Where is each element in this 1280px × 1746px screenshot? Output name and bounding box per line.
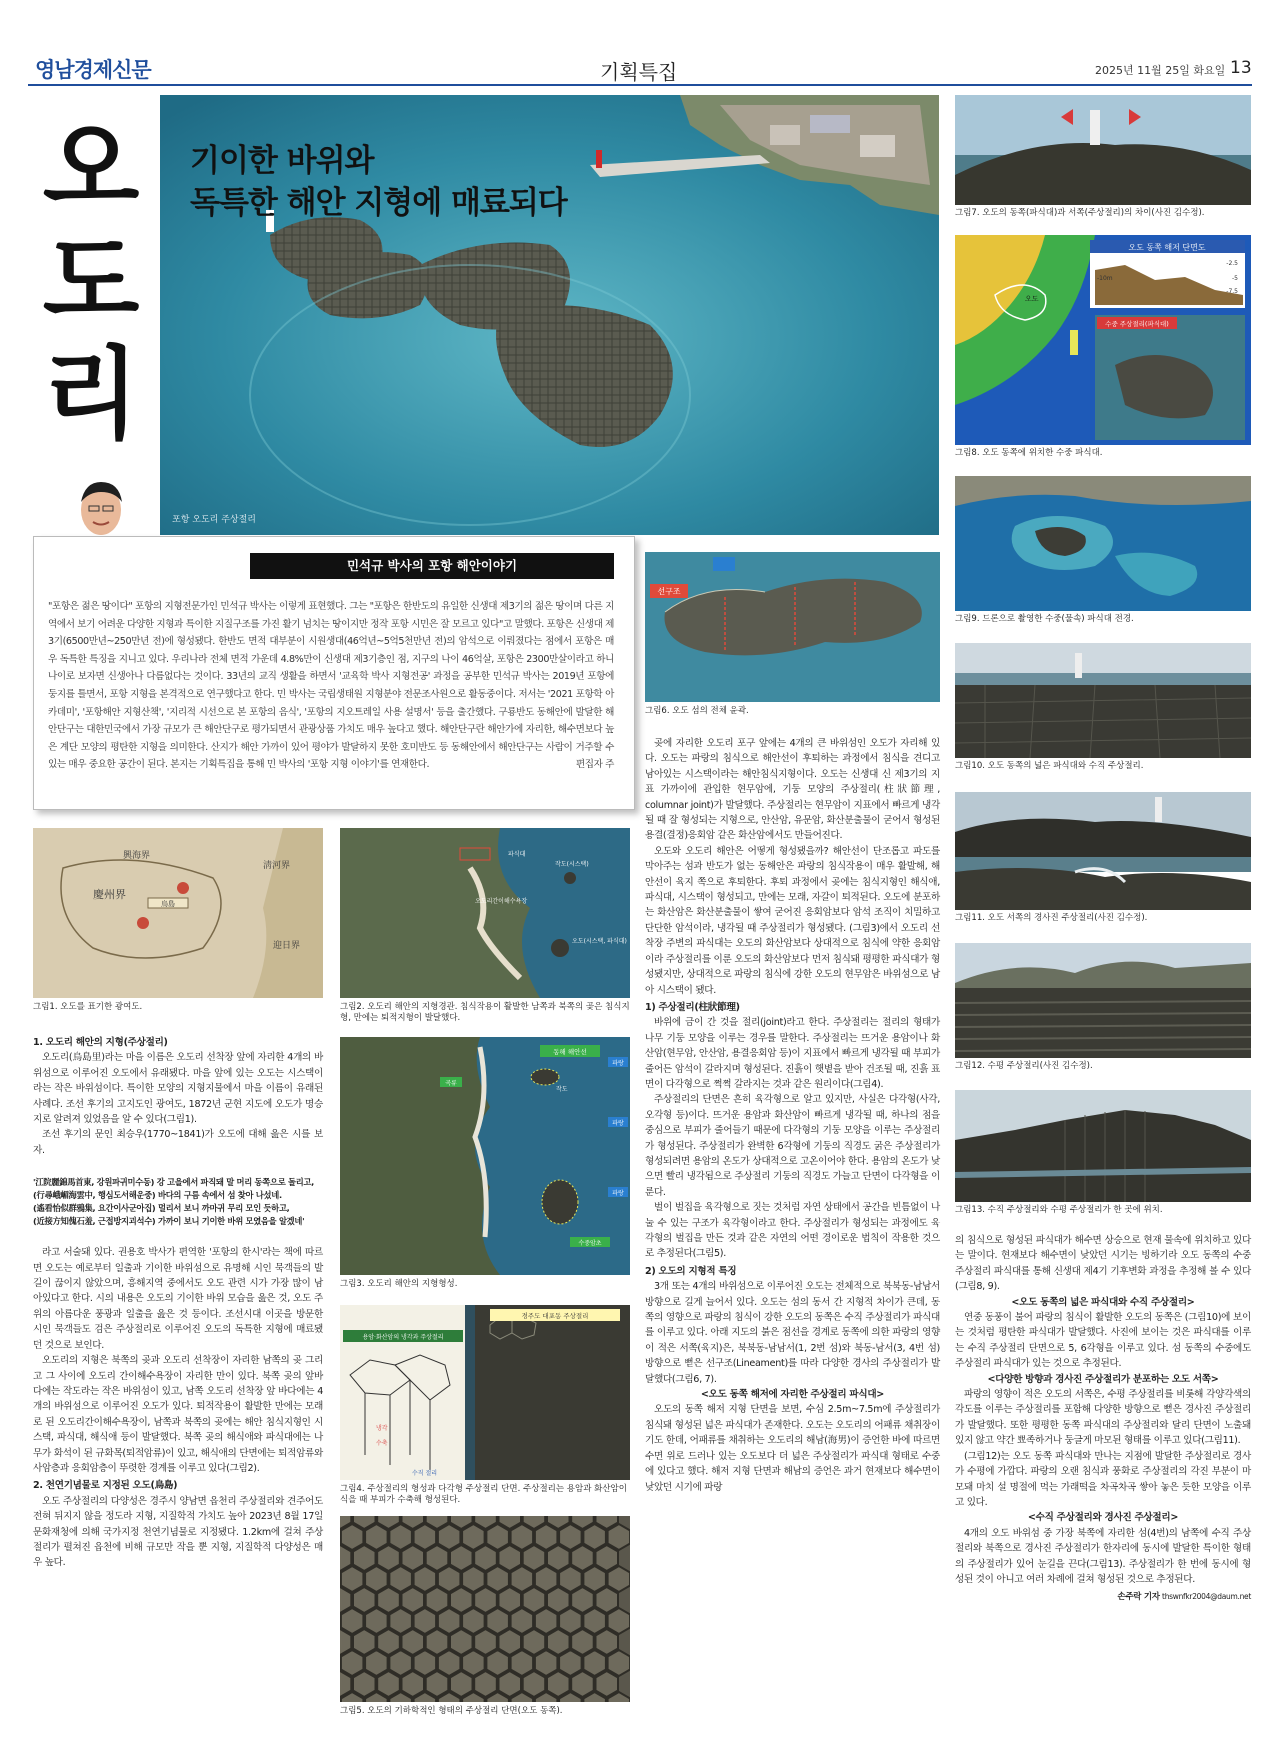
columnar-joint-cell xyxy=(571,1587,594,1613)
col1-paragraph: 라고 서술돼 있다. 권용호 박사가 편역한 '포항의 한시'라는 책에 따르면 오도는 예로부터 일출과 기이한 바위섬으로 유명해 시인 묵객들의 발길이 끊이지 않았으며, 흥해지역 중에서도 오도 관련 시가 가장 많이 남아있다고 한다. 시의 내용은 오도의 기이한 바위 모습을 읊은 것, 오도 주위의 아름다운 풍광과 일출을 읊은 것 등이다. 조선시대 이곳을 방문한 시인 묵객들도 검은 주상절리로 이루어진 오도의 독특한 지형에 매료됐던 것으로 보인다. xyxy=(33,1247,323,1351)
figure-12-illustration xyxy=(955,943,1251,1058)
columnar-joint-cell xyxy=(486,1608,509,1634)
subhead-features: 2) 오도의 지형적 특징 xyxy=(645,1265,737,1277)
subhead-2: 2. 천연기념물로 지정된 오도(烏島) xyxy=(33,1480,178,1492)
columnar-joint-cell xyxy=(462,1566,485,1592)
intro-body: "포항은 젊은 땅이다" 포항의 지형전문가인 민석규 박사는 이렇게 표현했다. 그는 "포항은 한반도의 유일한 신생대 제3기의 젊은 땅이며 다른 지역에서 보기 어려운 다양한 지형과 특이한 지질구조를 가진 활기 넘치는 땅이지만 정작 포항 시민은 잘 모르고 있다"고 말했다. 포항은 신생대 제3기(6500만년~250만년 전)에 형성됐다. 한반도 면적 대부분이 시원생대(46억년~5억5천만년 전)의 암석으로 이뤄졌다는 점에서 포항은 매우 독특한 특징을 지니고 있다. 우리나라 전체 면적 가운데 4.8%만이 신생대 제3기층인 점, 지구의 나이 46억살, 포항은 2300만살이라고 하니 나이로 보자면 신생아나 다름없다는 것이다. 33년의 교직 생활을 하면서 '교육학 박사 지형전공' 과정을 공부한 민석규 박사는 2019년 포항에 둥지를 틀면서, 포항 지형을 본격적으로 연구했다고 한다. 민 박사는 국립생태원 지형분야 전문조사원으로 활동중이다. 저서는 '2021 포항학 아카데미', '포항해안 지형산책', '지리적 시선으로 본 포항의 음식', '포항의 지오트레일 사용 설명서' 등을 출간했다. 구룡반도 동해안에 발달한 해안단구는 대한민국에서 가장 규모가 큰 해안단구로 평가되면서 관광상품 가치도 매우 높다고 했다. 해안단구란 해안가에 자리한, 해수면보다 높은 계단 모양의 평탄한 지형을 의미한다. 산지가 해안 가까이 있어 평야가 발달하지 못한 호미반도 등 동해안에서 해안단구는 사람이 거주할 수 있는 매우 중요한 공간이 된다. 본지는 기획특집을 통해 민 박사의 '포항 지형 이야기'를 연재한다. xyxy=(48,601,614,771)
columnar-joint-cell xyxy=(341,1524,364,1550)
figure-3-photo xyxy=(340,1037,630,1275)
figure-4-photo xyxy=(340,1305,630,1480)
headline-line-1: 기이한 바위와 xyxy=(190,143,374,179)
article-column-3 xyxy=(955,1233,1251,1606)
columnar-joint-cell xyxy=(353,1671,376,1697)
figure-1-caption: 그림1. 오도를 표기한 광여도. xyxy=(33,1002,143,1012)
columnar-joint-cell xyxy=(365,1608,388,1634)
article-column-2 xyxy=(645,736,940,1495)
figure-7-illustration xyxy=(955,95,1251,205)
svg-text:수직 절리: 수직 절리 xyxy=(412,1470,438,1477)
figure-8-caption: 그림8. 오도 동쪽에 위치한 수중 파식대. xyxy=(955,448,1103,458)
svg-text:파랑: 파랑 xyxy=(612,1190,624,1197)
col2-paragraph: 곶에 자리한 오도리 포구 앞에는 4개의 큰 바위섬인 오도가 자리해 있다. 오도는 파랑의 침식으로 해안선이 후퇴하는 과정에서 침식을 견디고 남아있는 시스택이라는 해안침식지형이다. 오도는 신생대 신 제3기의 지표 가까이에 관입한 현무암에, 기둥 모양의 주상절리(柱狀節理, columnar joint)가 발달했다. 주상절리는 현무암이 지표에서 빠르게 냉각될 때 잘 형성되는 지형으로, 안산암, 유문암, 화산분출물이 굳어서 형성된 용결(결정)응회암 같은 화산암에서도 만들어진다. xyxy=(645,738,940,842)
columnar-joint-cell xyxy=(353,1587,376,1613)
columnar-joint-cell xyxy=(462,1650,485,1676)
byline xyxy=(955,1589,1251,1605)
figure-5-illustration xyxy=(340,1516,630,1702)
figure-1-map xyxy=(33,828,323,998)
svg-text:수중암초: 수중암초 xyxy=(578,1240,602,1247)
figure-2-photo xyxy=(340,828,630,998)
columnar-joint-cell xyxy=(486,1524,509,1550)
columnar-joint-cell xyxy=(499,1629,522,1655)
col2-paragraph: 바위에 금이 간 것을 절리(joint)라고 한다. 주상절리는 절리의 형태가 나무 기둥 모양을 이루는 경우를 말한다. 주상절리는 뜨거운 용암이나 화산암(현무암, 안산암, 용결응회암 등)이 지표에서 빠르게 냉각될 때 부피가 줄어든 암석이 갈라지며 형성된다. 진흙이 햇볕을 받아 건조될 때, 진흙 표면이 다각형으로 쩍쩍 갈라지는 것과 같은 원리이다(그림4). xyxy=(645,1017,940,1090)
figure-7-caption: 그림7. 오도의 동쪽(파식대)과 서쪽(주상절리)의 차이(사진 김수정). xyxy=(955,208,1205,218)
columnar-joint-cell xyxy=(559,1650,582,1676)
columnar-joint-cell xyxy=(535,1650,558,1676)
col1-paragraph: 오도 주상절리의 다양성은 경주시 양남면 읍천리 주상절리와 견주어도 전혀 뒤지지 않을 정도라 지형, 지질학적 가치도 높아 2023년 8월 17일 문화재청에 의해 국가지정 천연기념물로 지정됐다. 1.2km에 걸쳐 주상절리가 펼쳐진 읍천에 비해 규모만 작을 뿐 지형, 지질학적 다양성은 매우 높다. xyxy=(33,1495,323,1569)
columnar-joint-cell xyxy=(608,1650,630,1676)
svg-text:파랑: 파랑 xyxy=(612,1120,624,1127)
section-title: 기획특집 xyxy=(600,60,678,84)
svg-text:興海界: 興海界 xyxy=(123,851,151,861)
figure-9-caption: 그림9. 드론으로 촬영한 수중(물속) 파식대 전경. xyxy=(955,614,1134,624)
figure-9-illustration xyxy=(955,476,1251,611)
figure-11-caption: 그림11. 오도 서쪽의 경사진 주상절리(사진 김수정). xyxy=(955,913,1148,923)
figure-11-illustration xyxy=(955,792,1251,910)
page-number: 13 xyxy=(1230,58,1252,78)
col1-paragraph: 오도리의 지형은 북쪽의 곶과 오도리 선착장이 자리한 남쪽의 곶 그리고 그 사이에 오도리 간이해수욕장이 자리한 만이 있다. 북쪽 곶의 앞바다에는 작도라는 작은 바위섬이 있고, 남쪽 오도리 선착장 앞 바다에는 4개의 바위섬으로 이루어진 오도가 있다. 퇴적작용이 활발한 만에는 모래로 된 오도리간이해수욕장이, 남쪽과 북쪽의 곶에는 해안 침식지형인 시스택, 파식대, 해식애 등이 발달했다. 북쪽 곶의 해식애와 파식대에는 나무가 화석이 된 규화목(퇴적암류)이 있고, 해식애의 단면에는 퇴적암류와 사암층과 응회암층이 뚜렷한 경계를 이루고 있다(그림2). xyxy=(33,1355,323,1474)
columnar-joint-cell xyxy=(535,1608,558,1634)
columnar-joint-cell xyxy=(365,1650,388,1676)
figure-2-caption: 그림2. 오도리 해안의 지형경관. 침식작용이 활발한 남쪽과 북쪽의 곶은 침식지형, 만에는 퇴적지형이 발달했다. xyxy=(340,1002,630,1023)
columnar-joint-cell xyxy=(474,1545,497,1571)
columnar-joint-cell xyxy=(353,1629,376,1655)
figure-7-photo xyxy=(955,95,1251,205)
hanja-poem xyxy=(33,1176,323,1228)
svg-text:오도(시스택, 파식대): 오도(시스택, 파식대) xyxy=(572,938,627,945)
col3-paragraph: 4개의 오도 바위섬 중 가장 북쪽에 자리한 섬(4번)의 남쪽에 수직 주상절리와 북쪽으로 경사진 주상절리가 한자리에 동시에 발달한 특이한 형태의 주상절리가 있어 눈길을 끈다(그림13). 주상절리가 한 번에 동시에 형성된 것이 아니고 여러 차례에 걸쳐 형성된 것으로 추정된다. xyxy=(955,1527,1251,1585)
columnar-joint-cell xyxy=(341,1650,364,1676)
columnar-joint-cell xyxy=(353,1545,376,1571)
columnar-joint-cell xyxy=(583,1650,606,1676)
svg-text:烏島: 烏島 xyxy=(161,900,175,908)
issue-date: 2025년 11월 25일 화요일 xyxy=(1095,64,1226,77)
newspaper-name: 영남경제신문 xyxy=(35,58,151,82)
columnar-joint-cell xyxy=(583,1608,606,1634)
columnar-joint-cell xyxy=(523,1545,546,1571)
columnar-joint-cell xyxy=(474,1671,497,1697)
columnar-joint-cell xyxy=(341,1566,364,1592)
columnar-joint-cell xyxy=(426,1671,449,1697)
series-title-bar: 민석규 박사의 포항 해안이야기 xyxy=(250,553,614,579)
columnar-joint-cell xyxy=(389,1524,412,1550)
svg-text:작도: 작도 xyxy=(556,1086,568,1093)
columnar-joint-cell xyxy=(414,1608,437,1634)
col2-paragraph: 오도와 오도리 해안은 어떻게 형성됐을까? 해안선이 단조롭고 파도를 막아주는 섬과 반도가 없는 동해안은 파랑의 침식작용이 매우 활발해, 해안선이 육지 쪽으로 후퇴한다. 후퇴 과정에서 곶에는 침식지형인 해식애, 파식대, 시스택이 형성되고, 만에는 모래, 자갈이 퇴적된다. 오도에 분포하는 화산암은 화산분출물이 쌓여 굳어진 응회암보다 암석 조직이 치밀하고 단단한 암석이라, 냉각될 때 주상절리가 형성됐다. (그림3)에서 오도리 선착장 주변의 파식대는 오도의 화산암보다 상대적으로 침식에 약한 응회암이라 주상절리를 이룬 오도의 화산암보다 먼저 침식돼 평평한 파식대가 형성됐지만, 상대적으로 파랑의 침식에 강한 오도의 현무암은 바위섬으로 남아 시스택이 됐다. xyxy=(645,845,940,996)
col3-paragraph: (그림12)는 오도 동쪽 파식대와 만나는 지점에 발달한 주상절리로 경사가 수평에 가깝다. 파랑의 오랜 침식과 풍화로 주상절리의 각진 부분이 마모돼 마치 설 명절에 먹는 가래떡을 차곡차곡 쌓아 놓은 듯한 모양을 이루고 있다. xyxy=(955,1450,1251,1508)
article-column-1 xyxy=(33,1033,323,1571)
figure-8-illustration xyxy=(955,235,1251,445)
columnar-joint-cell xyxy=(511,1650,533,1676)
figure-8-photo xyxy=(955,235,1251,445)
columnar-joint-cell xyxy=(559,1566,582,1592)
columnar-joint-cell xyxy=(377,1587,400,1613)
columnar-joint-cell xyxy=(377,1545,400,1571)
columnar-joint-cell xyxy=(450,1629,473,1655)
columnar-joint-cell xyxy=(596,1545,619,1571)
col3-paragraph: 의 침식으로 형성된 파식대가 해수면 상승으로 현재 물속에 위치하고 있다는 말이다. 현재보다 해수면이 낮았던 시기는 빙하기라 오도 동쪽의 수중 주상절리 파식대를 통해 신생대 제4기 기후변화 과정을 추정해 볼 수 있다(그림8, 9). xyxy=(955,1235,1251,1293)
columnar-joint-cell xyxy=(450,1587,473,1613)
columnar-joint-cell xyxy=(402,1629,425,1655)
columnar-joint-cell xyxy=(511,1566,533,1592)
svg-text:수중 주상절리(파식대): 수중 주상절리(파식대) xyxy=(1105,320,1169,328)
figure-3-caption: 그림3. 오도리 해안의 지형형성. xyxy=(340,1279,458,1289)
columnar-joint-cell xyxy=(438,1566,461,1592)
col2-paragraph: 3개 또는 4개의 바위섬으로 이루어진 오도는 전체적으로 북북동-남남서 방향으로 길게 늘어서 있다. 오도는 섬의 동서 간 지형적 차이가 큰데, 동쪽의 영향으로 파랑의 침식이 강한 오도의 동쪽은 수직 주상절리가 파식대를 이루고 있다. 아래 지도의 붉은 점선을 경계로 동쪽에 의한 파랑의 영향이 적은 서쪽(육지)은, 북북동-남남서(1, 2번 섬)와 북동-남서(3, 4번 섬) 방향으로 뻗은 선구조(Lineament)를 따라 다양한 경사의 주상절리가 발달했다(그림6, 7). xyxy=(645,1281,940,1385)
columnar-joint-cell xyxy=(523,1629,546,1655)
feature-title-text: 오도리 xyxy=(42,110,140,453)
svg-text:용암·화산암의 냉각과 주상절리: 용암·화산암의 냉각과 주상절리 xyxy=(362,1334,444,1341)
columnar-joint-cell xyxy=(438,1650,461,1676)
columnar-joint-cell xyxy=(571,1629,594,1655)
header-rule xyxy=(28,84,1252,86)
figure-4-caption: 그림4. 주상절리의 형성과 다각형 주상절리 단면. 주상절리는 용암과 화산암이 식을 때 부피가 수축해 형성된다. xyxy=(340,1484,627,1505)
columnar-joint-cell xyxy=(535,1524,558,1550)
svg-text:오도: 오도 xyxy=(1025,295,1039,303)
svg-text:-5: -5 xyxy=(1232,275,1238,282)
col3-paragraph: 연중 동풍이 불어 파랑의 침식이 활발한 오도의 동쪽은 (그림10)에 보이는 것처럼 평탄한 파식대가 발달했다. 사진에 보이는 것은 파식대를 이루는 수직 주상절리 단면으로 5, 6각형을 이루고 있다. 섬 동쪽의 수중에도 주상절리 파식대가 있는 것으로 추정된다. xyxy=(955,1312,1251,1370)
columnar-joint-cell xyxy=(486,1650,509,1676)
columnar-joint-cell xyxy=(341,1608,364,1634)
columnar-joint-cell xyxy=(547,1545,570,1571)
columnar-joint-cell xyxy=(402,1671,425,1697)
reporter-email: thswnfkr2004@daum.net xyxy=(1162,1592,1251,1602)
figure-12-photo xyxy=(955,943,1251,1058)
svg-text:냉각: 냉각 xyxy=(376,1425,388,1432)
columnar-joint-cell xyxy=(389,1650,412,1676)
col2-paragraph: 오도의 동쪽 해저 지형 단면을 보면, 수심 2.5m~7.5m에 주상절리가 침식돼 형성된 넓은 파식대가 존재한다. 오도는 오도리의 어패류 채취장이기도 한데, 어패류를 채취하는 오도리의 해남(海男)이 증언한 바에 따르면 수면 위로 드러나 있는 오도보다 더 넓은 주상절리가 파식대 형태로 수중에 있다고 했다. 해저 지형 단면과 해남의 증언은 과거 현재보다 해수면이 낮았던 시기에 파랑 xyxy=(645,1404,940,1493)
figure-5-photo xyxy=(340,1516,630,1702)
columnar-joint-cell xyxy=(474,1587,497,1613)
svg-text:작도(시스택): 작도(시스택) xyxy=(555,861,589,868)
columnar-joint-cell xyxy=(426,1545,449,1571)
columnar-joint-cell xyxy=(474,1629,497,1655)
columnar-joint-cell xyxy=(608,1524,630,1550)
columnar-joint-cell xyxy=(511,1524,533,1550)
svg-text:淸河界: 淸河界 xyxy=(263,861,291,871)
columnar-joint-cell xyxy=(462,1608,485,1634)
intro-credit: 편집자 주 xyxy=(575,759,614,771)
columnar-joint-cell xyxy=(608,1566,630,1592)
columnar-joint-cell xyxy=(523,1587,546,1613)
highlight-heading: <오도 동쪽 해저에 자리한 주상절리 파식대> xyxy=(700,1389,885,1401)
columnar-joint-cell xyxy=(547,1629,570,1655)
columnar-joint-cell xyxy=(547,1587,570,1613)
figure-6-caption: 그림6. 오도 섬의 전체 윤곽. xyxy=(645,706,749,716)
figure-11-photo xyxy=(955,792,1251,910)
columnar-joint-cell xyxy=(438,1524,461,1550)
svg-text:동해 해안선: 동해 해안선 xyxy=(553,1048,587,1056)
svg-text:慶州界: 慶州界 xyxy=(93,888,126,901)
columnar-joint-cell xyxy=(559,1608,582,1634)
figure-13-illustration xyxy=(955,1090,1251,1202)
columnar-joint-cell xyxy=(559,1524,582,1550)
columnar-joint-cell xyxy=(547,1671,570,1697)
columnar-joint-cell xyxy=(571,1671,594,1697)
poem-line: '江院麗錦馬首東, 강원파귀미수동) 강 고을에서 파직돼 말 머리 동쪽으로 돌리고, xyxy=(33,1177,314,1188)
figure-5-caption: 그림5. 오도의 기하학적인 형태의 주상절리 단면(오도 동쪽). xyxy=(340,1706,563,1716)
columnar-joint-cell xyxy=(389,1608,412,1634)
figure-6-label: 선구조 xyxy=(657,587,681,596)
columnar-joint-cell xyxy=(389,1566,412,1592)
col2-paragraph: 주상절리의 단면은 흔히 육각형으로 알고 있지만, 사실은 다각형(사각, 오각형 등)이다. 뜨거운 용암과 화산암이 빠르게 냉각될 때, 하나의 점을 중심으로 부피가 줄어들기 때문에 다각형의 기둥 모양을 이루는 주상절리가 형성된다. 주상절리가 완벽한 6각형에 기둥의 직경도 굵은 주상절리가 형성되려면 용암의 온도가 상대적으로 고온이어야 한다. 용암의 온도가 낮으면 빨리 냉각됨으로 주상절리 기둥의 직경도 가늘고 단면이 다각형을 이룬다. xyxy=(645,1094,940,1198)
figure-13-photo xyxy=(955,1090,1251,1202)
columnar-joint-cell xyxy=(414,1566,437,1592)
columnar-joint-cell xyxy=(499,1671,522,1697)
figure-6-photo xyxy=(645,552,940,702)
svg-text:경주도 대포동 주상절리: 경주도 대포동 주상절리 xyxy=(521,1312,589,1320)
subhead-1: 1. 오도리 해안의 지형(주상절리) xyxy=(33,1037,168,1048)
columnar-joint-cell xyxy=(499,1545,522,1571)
columnar-joint-cell xyxy=(365,1566,388,1592)
columnar-joint-cell xyxy=(571,1545,594,1571)
figure-4-illustration xyxy=(340,1305,630,1480)
columnar-joint-cell xyxy=(377,1629,400,1655)
col3-paragraph: 파랑의 영향이 적은 오도의 서쪽은, 수평 주상절리를 비롯해 각양각색의 각도를 이루는 주상절리를 포함해 다양한 방향으로 뻗은 경사진 주상절리가 발달했다. 또한 평평한 동쪽 파식대의 주상절리와 달리 단면이 노출돼 있지 않고 약간 뾰족하거나 둥글게 마모된 형태를 이루고 있다(그림11). xyxy=(955,1389,1251,1447)
svg-text:파랑: 파랑 xyxy=(612,1060,624,1067)
poem-line: (行尋峨嵋海雲中, 행심도서해운중) 바다의 구름 속에서 섬 찾아 나섰네. xyxy=(33,1190,282,1201)
svg-text:-2.5: -2.5 xyxy=(1226,260,1238,267)
figure-10-caption: 그림10. 오도 동쪽의 넓은 파식대와 수직 주상절리. xyxy=(955,761,1144,771)
main-photo-caption: 포항 오도리 주상절리 xyxy=(172,515,256,525)
svg-text:迎日界: 迎日界 xyxy=(273,941,301,951)
svg-text:곡류: 곡류 xyxy=(445,1080,457,1087)
columnar-joint-cell xyxy=(596,1671,619,1697)
columnar-joint-cell xyxy=(583,1566,606,1592)
subhead-columnar: 1) 주상절리(柱狀節理) xyxy=(645,1001,740,1013)
columnar-joint-cell xyxy=(402,1545,425,1571)
feature-title-vertical xyxy=(36,112,146,451)
intro-text xyxy=(48,598,614,774)
headline xyxy=(190,140,567,224)
columnar-joint-cell xyxy=(377,1671,400,1697)
columnar-joint-cell xyxy=(596,1629,619,1655)
col1-paragraph: 오도리(烏島里)라는 마을 이름은 오도리 선착장 앞에 자리한 4개의 바위섬으로 이루어진 오도에서 유래됐다. 마을 앞에 있는 오도는 시스택이라는 작은 바위섬이다. 특이한 모양의 지형지물에서 마을 이름이 유래된 사례다. 조선 후기의 고지도인 광여도, 1872년 군현 지도에 오도가 명승지로 알려져 있었음을 알 수 있다(그림1). xyxy=(33,1052,323,1126)
columnar-joint-cell xyxy=(426,1629,449,1655)
figure-6-illustration xyxy=(645,552,940,702)
figure-2-illustration xyxy=(340,828,630,998)
columnar-joint-cell xyxy=(438,1608,461,1634)
headline-line-2: 독특한 해안 지형에 매료되다 xyxy=(190,185,567,221)
svg-text:오도리간이해수욕장: 오도리간이해수욕장 xyxy=(475,898,528,905)
col1-paragraph: 조선 후기의 문인 최승우(1770~1841)가 오도에 대해 읊은 시를 보자. xyxy=(33,1129,323,1156)
columnar-joint-cell xyxy=(583,1524,606,1550)
svg-text:수축: 수축 xyxy=(376,1440,388,1447)
columnar-joint-cell xyxy=(486,1566,509,1592)
figure-3-illustration xyxy=(340,1037,630,1275)
columnar-joint-cell xyxy=(499,1587,522,1613)
reporter-name: 손주락 기자 xyxy=(1117,1592,1160,1603)
columnar-joint-cell xyxy=(414,1524,437,1550)
columnar-joint-cell xyxy=(365,1524,388,1550)
poem-line: (近接方知傀石羞, 근접방지괴석수) 가까이 보니 기이한 바위 모였음을 알겠네' xyxy=(33,1216,305,1227)
figure-10-illustration xyxy=(955,643,1251,758)
columnar-joint-cell xyxy=(511,1608,533,1634)
columnar-joint-cell xyxy=(402,1587,425,1613)
columnar-joint-cell xyxy=(535,1566,558,1592)
figure-13-caption: 그림13. 수직 주상절리와 수평 주상절리가 한 곳에 위치. xyxy=(955,1205,1163,1215)
svg-text:오도 동쪽 해저 단면도: 오도 동쪽 해저 단면도 xyxy=(1128,243,1206,252)
highlight-heading: <오도 동쪽의 넓은 파식대와 수직 주상절리> xyxy=(1011,1296,1195,1308)
columnar-joint-cell xyxy=(596,1587,619,1613)
columnar-joint-cell xyxy=(414,1650,437,1676)
columnar-joint-cell xyxy=(426,1587,449,1613)
columnar-joint-cell xyxy=(523,1671,546,1697)
figure-1-illustration xyxy=(33,828,323,998)
columnar-joint-cell xyxy=(462,1524,485,1550)
figure-9-photo xyxy=(955,476,1251,611)
poem-line: (遙看怡似群鴉集, 요간이사군아집) 멀리서 보니 까마귀 무리 모인 듯하고, xyxy=(33,1203,290,1214)
columnar-joint-cell xyxy=(450,1671,473,1697)
svg-text:-7.5: -7.5 xyxy=(1226,288,1238,295)
col2-paragraph: 벌이 벌집을 육각형으로 짓는 것처럼 자연 상태에서 공간을 빈틈없이 나눌 수 있는 구조가 육각형이라고 한다. 주상절리가 형성되는 과정에도 육각형의 벌집을 만든 것과 같은 자연의 어떤 경이로운 법칙이 작용한 것으로 추정된다(그림5). xyxy=(645,1202,940,1260)
figure-10-photo xyxy=(955,643,1251,758)
highlight-heading: <다양한 방향과 경사진 주상절리가 분포하는 오도 서쪽> xyxy=(987,1373,1219,1385)
figure-12-caption: 그림12. 수평 주상절리(사진 김수정). xyxy=(955,1061,1093,1071)
highlight-heading: <수직 주상절리와 경사진 주상절리> xyxy=(1027,1512,1179,1524)
columnar-joint-cell xyxy=(450,1545,473,1571)
columnar-joint-cell xyxy=(608,1608,630,1634)
svg-text:파식대: 파식대 xyxy=(508,851,526,858)
svg-text:-10m: -10m xyxy=(1097,275,1113,282)
